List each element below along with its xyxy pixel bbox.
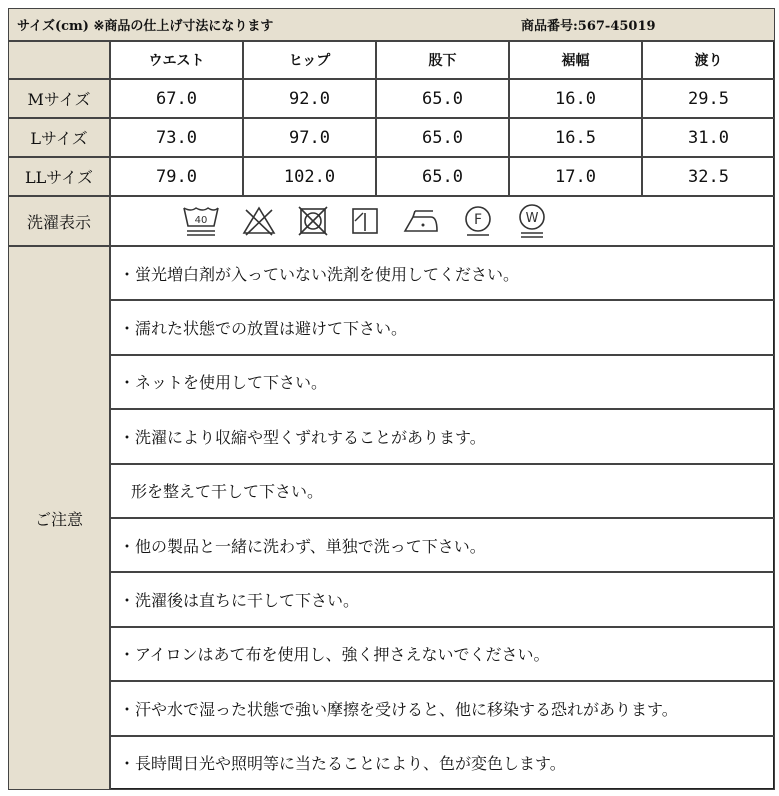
size-value-cell: 16.0: [509, 79, 642, 118]
care-symbols: [110, 196, 775, 246]
no-bleach-icon: [241, 205, 277, 237]
size-value-cell: 17.0: [509, 157, 642, 196]
title-bar: [8, 8, 775, 41]
column-header: 渡り: [642, 41, 775, 79]
note-item: 形を整えて干して下さい。: [110, 464, 775, 518]
iron-low-icon: [401, 205, 441, 237]
column-header: ウエスト: [110, 41, 243, 79]
size-value-cell: 73.0: [110, 118, 243, 157]
dryclean-letter: F: [473, 212, 483, 228]
note-item: ・アイロンはあて布を使用し、強く押さえないでください。: [110, 627, 775, 681]
size-value-cell: 65.0: [376, 157, 509, 196]
column-header: ヒップ: [243, 41, 376, 79]
no-tumble-dry-icon: [297, 205, 329, 237]
notes-label-cell: [8, 246, 110, 790]
care-label-cell: [8, 196, 110, 246]
dryclean-f-icon: [461, 204, 495, 238]
note-item: ・蛍光増白剤が入っていない洗剤を使用してください。: [110, 246, 775, 300]
size-value-cell: 97.0: [243, 118, 376, 157]
notes-label: ご注意: [34, 509, 83, 529]
size-value-cell: 65.0: [376, 79, 509, 118]
product-number: 商品番号:567-45019: [521, 19, 656, 34]
note-item: ・濡れた状態での放置は避けて下さい。: [110, 300, 775, 354]
care-label: 洗濯表示: [26, 212, 91, 232]
size-value-cell: 67.0: [110, 79, 243, 118]
wetclean-w-icon: [515, 202, 549, 240]
size-value-cell: 92.0: [243, 79, 376, 118]
wash-40-gentle-icon: [181, 204, 221, 238]
line-dry-icon: [349, 205, 381, 237]
size-value-cell: 31.0: [642, 118, 775, 157]
note-item: ・他の製品と一緒に洗わず、単独で洗って下さい。: [110, 518, 775, 572]
corner-cell: [8, 41, 110, 79]
note-item: ・洗濯後は直ちに干して下さい。: [110, 572, 775, 626]
note-item: ・洗濯により収縮や型くずれすることがあります。: [110, 409, 775, 463]
note-item: ・ネットを使用して下さい。: [110, 355, 775, 409]
column-header: 裾幅: [509, 41, 642, 79]
note-item: ・長時間日光や照明等に当たることにより、色が変色します。: [110, 736, 775, 790]
wash-temp-text: 40: [194, 215, 208, 226]
wetclean-letter: W: [525, 211, 539, 226]
size-row-label: LLサイズ: [8, 157, 110, 196]
size-row-label: Lサイズ: [8, 118, 110, 157]
size-value-cell: 29.5: [642, 79, 775, 118]
size-value-cell: 65.0: [376, 118, 509, 157]
size-value-cell: 102.0: [243, 157, 376, 196]
size-row-label: Mサイズ: [8, 79, 110, 118]
column-header: 股下: [376, 41, 509, 79]
size-value-cell: 16.5: [509, 118, 642, 157]
size-value-cell: 79.0: [110, 157, 243, 196]
size-value-cell: 32.5: [642, 157, 775, 196]
page-title: サイズ(cm) ※商品の仕上げ寸法になります: [17, 19, 274, 34]
note-item: ・汗や水で湿った状態で強い摩擦を受けると、他に移染する恐れがあります。: [110, 681, 775, 735]
